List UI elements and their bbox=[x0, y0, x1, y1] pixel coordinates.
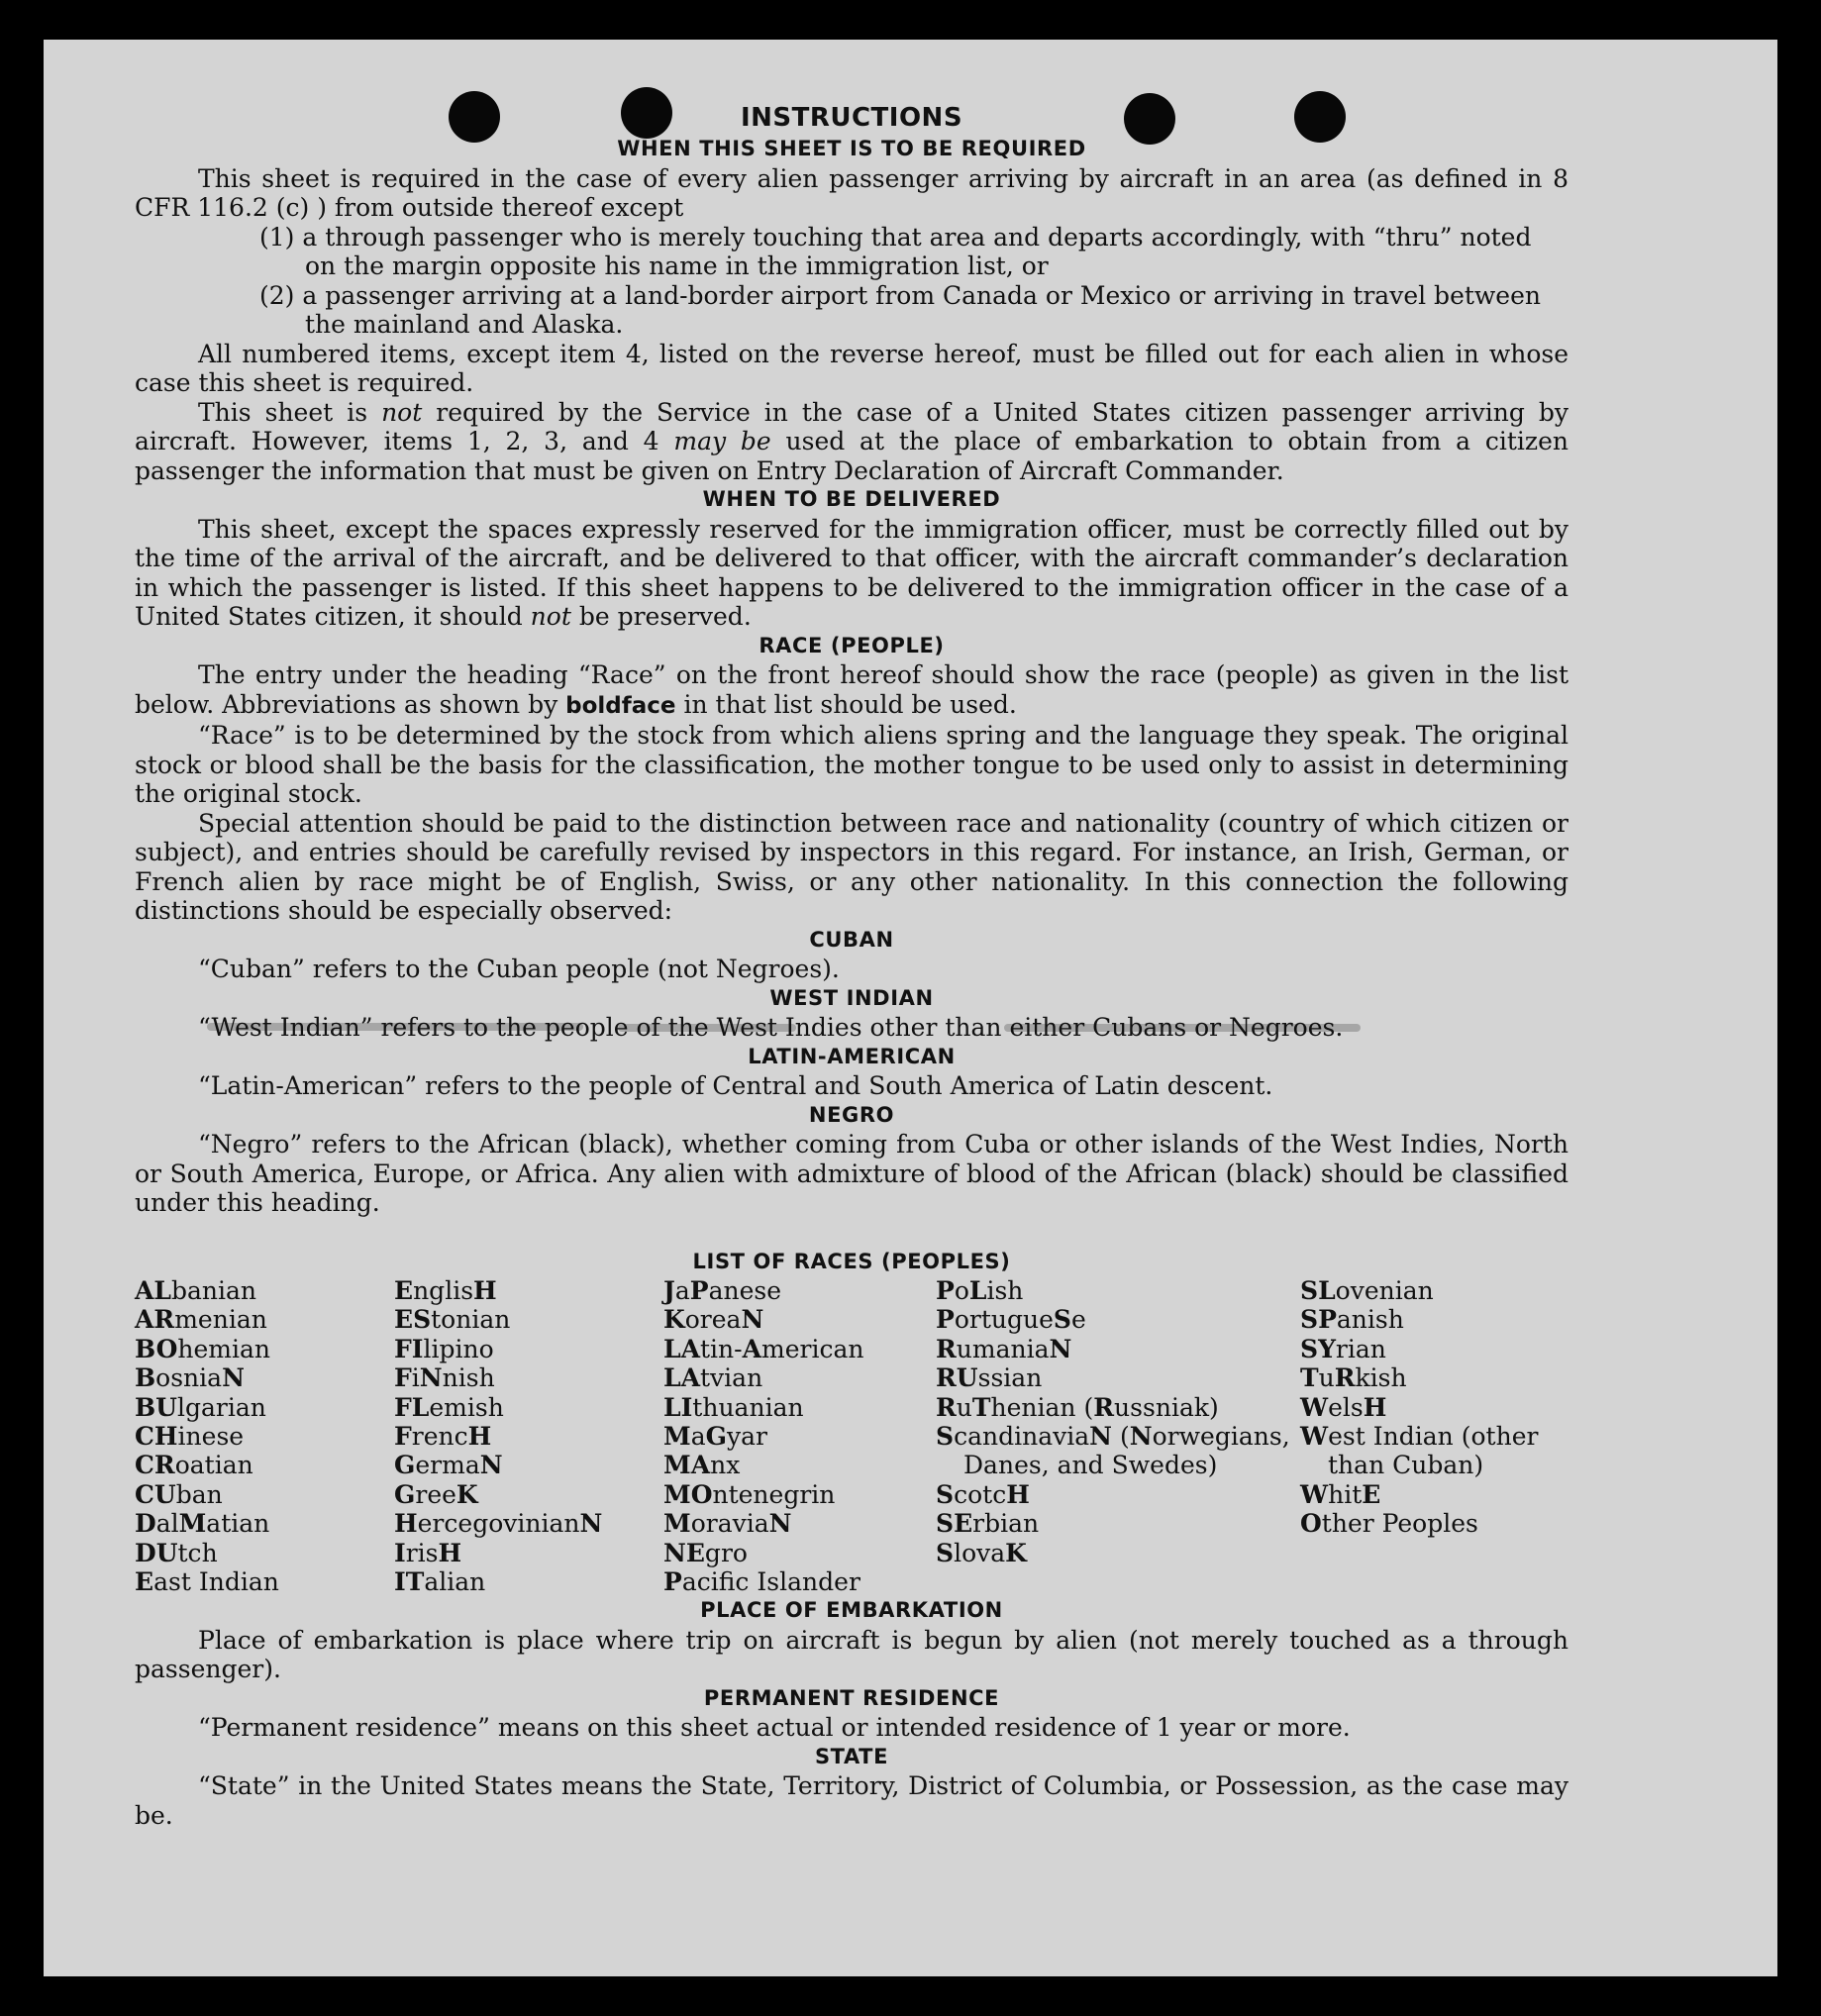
paragraph bbox=[135, 398, 1568, 486]
text-run: The entry under the heading “Race” on the front hereof should show the race (people) as given in the list below. Abbreviations as shown by bbox=[135, 660, 1568, 719]
paragraph: All numbered items, except item 4, listed on the reverse hereof, must be filled out for each alien in whose case this sheet is required. bbox=[135, 339, 1568, 397]
race-entry: DUtch bbox=[135, 1538, 218, 1567]
race-entry: FrencH bbox=[394, 1422, 492, 1452]
section-heading: RACE (PEOPLE) bbox=[759, 633, 945, 657]
italic-text: may be bbox=[673, 427, 771, 455]
text-run: This sheet is bbox=[198, 397, 382, 427]
race-entry: SYrian bbox=[1300, 1334, 1386, 1363]
race-entry: BOhemian bbox=[135, 1334, 271, 1363]
race-entry: ScotcH bbox=[936, 1479, 1030, 1509]
race-entry: ALbanian bbox=[135, 1276, 257, 1305]
paragraph: “Permanent residence” means on this sheet actual or intended residence of 1 year or more. bbox=[198, 1713, 1351, 1743]
paragraph: “Race” is to be determined by the stock from which aliens spring and the language they speak. The original stock or blood shall be the basis for the classification, the mother tongue to be used only to assist in determining the original stock. bbox=[135, 721, 1568, 808]
section-heading: LIST OF RACES (PEOPLES) bbox=[692, 1249, 1011, 1273]
race-entry: ARmenian bbox=[135, 1305, 267, 1335]
paragraph: Place of embarkation is place where trip on aircraft is begun by alien (not merely touched as a through passenger). bbox=[135, 1625, 1568, 1684]
section-heading: WHEN TO BE DELIVERED bbox=[702, 487, 1001, 511]
race-entry: CHinese bbox=[135, 1422, 245, 1452]
race-entry: RuThenian (Russniak) bbox=[936, 1392, 1219, 1422]
race-entry: TuRkish bbox=[1300, 1363, 1407, 1393]
race-entry: CRoatian bbox=[135, 1451, 253, 1480]
section-heading: LATIN-AMERICAN bbox=[748, 1044, 956, 1068]
races-column bbox=[1300, 1276, 1568, 1596]
bold-text: boldface bbox=[565, 692, 676, 719]
race-entry: IrisH bbox=[394, 1538, 462, 1567]
races-column bbox=[135, 1276, 394, 1596]
section-heading: NEGRO bbox=[808, 1102, 895, 1127]
race-entry: CUban bbox=[135, 1479, 223, 1509]
race-entry: West Indian (other than Cuban) bbox=[1300, 1422, 1539, 1480]
race-entry: MAnx bbox=[663, 1451, 741, 1480]
race-entry: SlovaK bbox=[936, 1538, 1027, 1567]
race-entry: KoreaN bbox=[663, 1305, 764, 1335]
race-entry: LIthuanian bbox=[663, 1392, 804, 1422]
text-run: be preserved. bbox=[570, 602, 752, 631]
race-entry: FiNnish bbox=[394, 1363, 495, 1393]
section-heading: WHEN THIS SHEET IS TO BE REQUIRED bbox=[617, 137, 1086, 160]
race-entry: Other Peoples bbox=[1300, 1509, 1478, 1539]
paragraph bbox=[135, 515, 1568, 632]
italic-text: not bbox=[381, 397, 423, 427]
race-entry: BUlgarian bbox=[135, 1392, 266, 1422]
race-entry: EnglisH bbox=[394, 1276, 497, 1305]
paragraph bbox=[135, 660, 1568, 721]
section-heading: WEST INDIAN bbox=[769, 985, 934, 1010]
race-entry: PoLish bbox=[936, 1276, 1024, 1305]
paragraph: Special attention should be paid to the distinction between race and nationality (country of which citizen or subject), and entries should be carefully revised by inspectors in this regard. For instance, an Irish, German, or French alien by race might be of English, Swiss, or any other nationality. In this connection the following distinctions should be especially observed: bbox=[135, 808, 1568, 925]
race-entry: NEgro bbox=[663, 1538, 748, 1567]
paragraph: “Cuban” refers to the Cuban people (not Negroes). bbox=[198, 955, 840, 983]
race-entry: HercegovinianN bbox=[394, 1509, 603, 1539]
page-title: INSTRUCTIONS bbox=[740, 103, 963, 133]
text-run: This sheet, except the spaces expressly reserved for the immigration officer, must be correctly filled out by the time of the arrival of the aircraft, and be delivered to that officer, with the aircraft commander’s declaration in which the passenger is listed. If this sheet happens to be delivered to the immigration officer in the case of a United States citizen, it should bbox=[135, 514, 1568, 631]
section-heading: CUBAN bbox=[809, 927, 894, 952]
paragraph: “West Indian” refers to the people of the West Indies other than either Cubans or Negroes. bbox=[198, 1013, 1344, 1042]
race-entry: East Indian bbox=[135, 1567, 279, 1597]
race-entry: WelsH bbox=[1300, 1392, 1387, 1422]
race-entry: DalMatian bbox=[135, 1509, 270, 1539]
race-entry: BosniaN bbox=[135, 1363, 245, 1393]
text-run: required by the Service in the case of a United States citizen passenger arriving by aircraft. However, items 1, 2, 3, and 4 bbox=[135, 397, 1568, 455]
paragraph: This sheet is required in the case of every alien passenger arriving by aircraft in an area (as defined in 8 CFR 116.2 (c) ) from outside thereof except bbox=[135, 163, 1568, 222]
instructions-content bbox=[135, 101, 1568, 1830]
paragraph: “State” in the United States means the State, Territory, District of Columbia, or Possession, as the case may be. bbox=[135, 1771, 1568, 1830]
race-entry: FIlipino bbox=[394, 1334, 494, 1363]
section-heading: PLACE OF EMBARKATION bbox=[700, 1598, 1003, 1623]
exception-item: (2) a passenger arriving at a land-border airport from Canada or Mexico or arriving in travel between the mainland and Alaska. bbox=[259, 280, 1541, 339]
race-entry: PortugueSe bbox=[936, 1305, 1086, 1335]
race-entry: MaGyar bbox=[663, 1422, 767, 1452]
text-run: used at the place of embarkation to obtain from a citizen passenger the information that must be given on Entry Declaration of Aircraft Commander. bbox=[135, 427, 1568, 485]
races-list bbox=[135, 1276, 1568, 1596]
race-entry: MOntenegrin bbox=[663, 1479, 836, 1509]
race-entry: LAtin-American bbox=[663, 1334, 864, 1363]
races-column bbox=[936, 1276, 1300, 1596]
races-column bbox=[663, 1276, 936, 1596]
race-entry: SErbian bbox=[936, 1509, 1040, 1539]
race-entry: SLovenian bbox=[1300, 1276, 1434, 1305]
race-entry: EStonian bbox=[394, 1305, 511, 1335]
races-column bbox=[394, 1276, 663, 1596]
race-entry: GreeK bbox=[394, 1479, 478, 1509]
section-heading: STATE bbox=[814, 1744, 889, 1768]
exception-item: (1) a through passenger who is merely touching that area and departs accordingly, with “thru” noted on the margin opposite his name in the immigration list, or bbox=[259, 222, 1532, 280]
text-run: in that list should be used. bbox=[675, 689, 1017, 719]
spacer bbox=[135, 1218, 1568, 1248]
race-entry: RumaniaN bbox=[936, 1334, 1072, 1363]
race-entry: LAtvian bbox=[663, 1363, 763, 1393]
document-sheet bbox=[44, 40, 1777, 1976]
race-entry: Pacifc Islander bbox=[663, 1567, 860, 1597]
paragraph: “Negro” refers to the African (black), whether coming from Cuba or other islands of the West Indies, North or South America, Europe, or Africa. Any alien with admixture of blood of the African (black) should be classified under this heading. bbox=[135, 1130, 1568, 1217]
race-entry: MoraviaN bbox=[663, 1509, 792, 1539]
paragraph: “Latin-American” refers to the people of Central and South America of Latin descent. bbox=[198, 1071, 1273, 1100]
race-entry: ITalian bbox=[394, 1567, 486, 1597]
race-entry: ScandinaviaN (Norwegians, Danes, and Swedes) bbox=[936, 1422, 1290, 1480]
section-heading: PERMANENT RESIDENCE bbox=[703, 1685, 1000, 1710]
race-entry: FLemish bbox=[394, 1392, 504, 1422]
race-entry: GermaN bbox=[394, 1451, 503, 1480]
race-entry: WhitE bbox=[1300, 1479, 1381, 1509]
race-entry: SPanish bbox=[1300, 1305, 1404, 1335]
italic-text: not bbox=[530, 602, 571, 631]
race-entry: RUssian bbox=[936, 1363, 1043, 1393]
race-entry: JaPanese bbox=[663, 1276, 782, 1305]
